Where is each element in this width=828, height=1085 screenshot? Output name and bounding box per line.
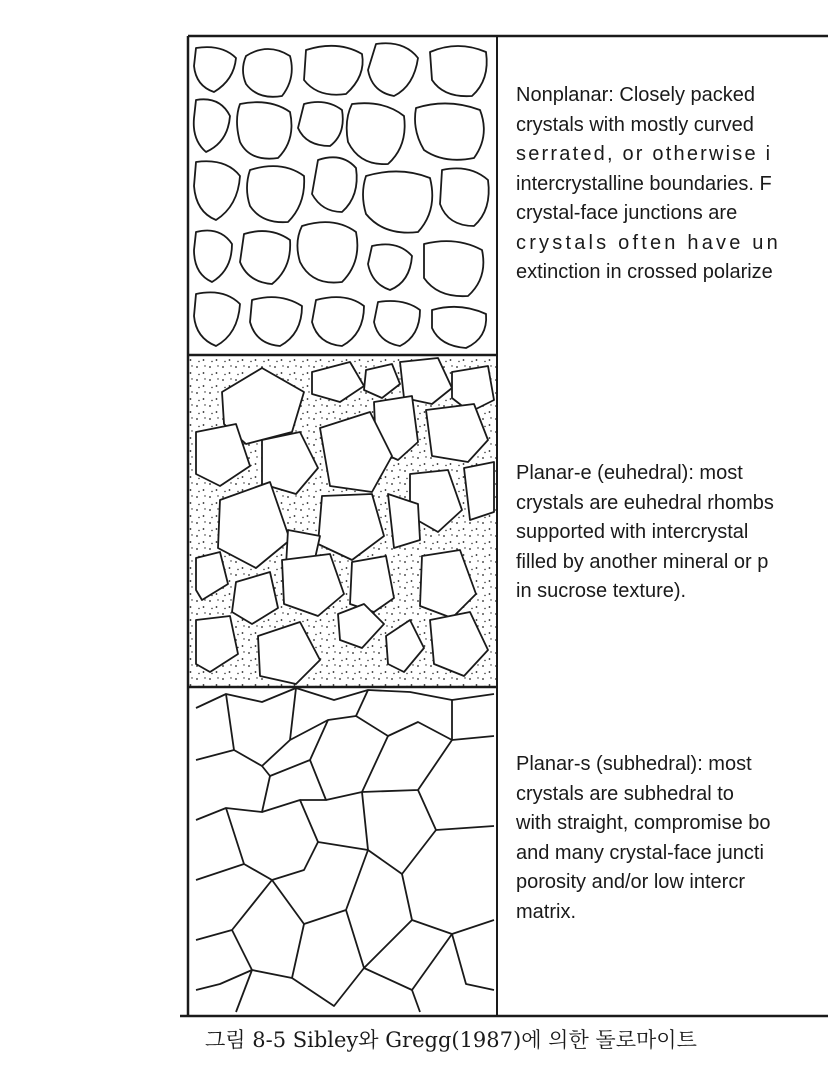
description-line: supported with intercrystal bbox=[516, 521, 749, 543]
crystal-grain bbox=[194, 99, 230, 152]
description-line: and many crystal-face juncti bbox=[516, 841, 764, 864]
grain-boundary bbox=[300, 760, 326, 800]
crystal-grain bbox=[243, 49, 292, 97]
crystal-grain bbox=[363, 171, 432, 232]
grain-boundary bbox=[368, 830, 436, 874]
description-line: matrix. bbox=[516, 900, 576, 923]
crystal-grain bbox=[415, 103, 484, 159]
crystal-grain bbox=[194, 47, 236, 92]
grain-boundary bbox=[452, 934, 494, 990]
grain-boundary bbox=[196, 970, 252, 990]
crystal-grain bbox=[368, 244, 412, 290]
description-line: Planar-s (subhedral): most bbox=[516, 753, 752, 775]
crystal-grain bbox=[374, 301, 420, 346]
crystal-grain bbox=[297, 222, 357, 282]
grain-boundary bbox=[346, 910, 412, 968]
description-line: Nonplanar: Closely packed bbox=[516, 84, 756, 106]
crystal-grain bbox=[250, 297, 302, 346]
grain-boundary bbox=[290, 688, 296, 740]
planar-s-description bbox=[516, 750, 828, 927]
crystal-grain bbox=[298, 102, 343, 146]
crystal-grain bbox=[312, 297, 364, 346]
crystal-grain bbox=[424, 241, 483, 296]
crystal-grain bbox=[368, 43, 418, 96]
grain-boundary bbox=[196, 716, 494, 766]
description-line: porosity and/or low intercr bbox=[516, 871, 745, 893]
grain-boundary bbox=[402, 874, 494, 934]
grain-boundary bbox=[364, 934, 452, 990]
crystal-grain bbox=[440, 168, 489, 226]
nonplanar-description bbox=[516, 81, 828, 288]
crystal-grain bbox=[347, 103, 405, 164]
crystal-grain bbox=[464, 462, 494, 520]
grain-boundary bbox=[226, 800, 318, 880]
crystal-grain bbox=[240, 231, 290, 284]
grain-boundary bbox=[418, 790, 494, 830]
planar-s-texture-drawing bbox=[196, 688, 494, 1012]
description-line: with straight, compromise bo bbox=[516, 812, 771, 834]
crystal-grain bbox=[247, 166, 304, 222]
description-line: in sucrose texture). bbox=[516, 580, 687, 602]
figure-caption: 그림 8-5 Sibley와 Gregg(1987)에 의한 돌로마이트 bbox=[205, 1028, 697, 1052]
grain-boundary bbox=[326, 736, 388, 800]
planar-e-description bbox=[516, 459, 828, 607]
grain-boundary bbox=[196, 864, 244, 880]
description-line: extinction in crossed polarize bbox=[516, 261, 773, 283]
nonplanar-texture-drawing bbox=[194, 43, 489, 348]
crystal-grain bbox=[432, 307, 486, 348]
description-line: crystals are euhedral rhombs bbox=[516, 491, 774, 514]
description-line: Planar-e (euhedral): most bbox=[516, 462, 743, 484]
description-line: crystal-face junctions are bbox=[516, 202, 738, 224]
crystal-grain bbox=[312, 157, 357, 212]
description-line: crystals often have un bbox=[516, 231, 781, 254]
crystal-grain bbox=[194, 231, 232, 283]
grain-boundary bbox=[232, 880, 304, 978]
grain-boundary bbox=[292, 968, 364, 1006]
description-line: intercrystalline boundaries. F bbox=[516, 172, 772, 195]
grain-boundary bbox=[270, 720, 328, 776]
crystal-grain bbox=[430, 46, 487, 96]
crystal-grain bbox=[350, 556, 394, 612]
grain-boundary bbox=[304, 850, 368, 924]
grain-boundary bbox=[196, 688, 494, 708]
grain-boundary bbox=[226, 694, 234, 750]
crystal-grain bbox=[194, 292, 240, 346]
grain-boundary bbox=[196, 766, 270, 820]
grain-boundary bbox=[362, 740, 452, 792]
grain-boundary bbox=[412, 990, 420, 1012]
crystal-grain bbox=[304, 46, 363, 95]
description-line: serrated, or otherwise i bbox=[516, 143, 773, 165]
crystal-grain bbox=[237, 102, 292, 158]
grain-boundary bbox=[196, 880, 272, 940]
description-line: crystals with mostly curved bbox=[516, 113, 754, 136]
description-line: crystals are subhedral to bbox=[516, 782, 734, 805]
description-line: filled by another mineral or p bbox=[516, 550, 769, 573]
crystal-grain bbox=[194, 161, 240, 220]
